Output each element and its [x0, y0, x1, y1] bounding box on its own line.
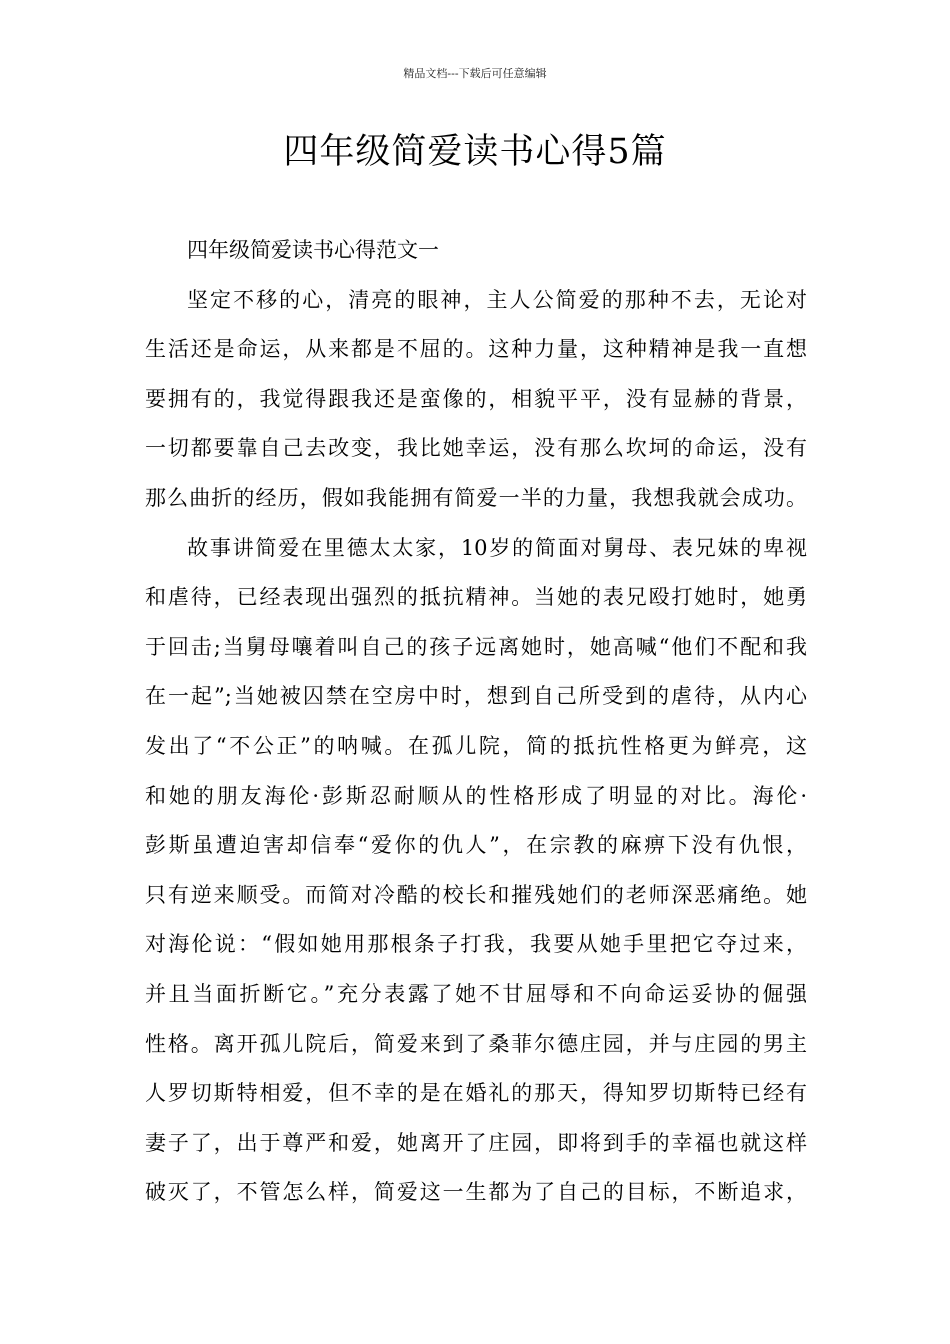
paragraph-line: 于回击;当舅母嚷着叫自己的孩子远离她时，她高喊“他们不配和我 [145, 634, 807, 659]
paragraph-line: 故事讲简爱在里德太太家，10岁的简面对舅母、表兄妹的卑视 [187, 535, 807, 560]
paragraph-line: 只有逆来顺受。而简对冷酷的校长和摧残她们的老师深恶痛绝。她 [145, 882, 807, 907]
document-body [145, 226, 807, 1218]
paragraph-line: 要拥有的，我觉得跟我还是蛮像的，相貌平平，没有显赫的背景， [145, 386, 807, 411]
paragraph-line: 和她的朋友海伦·彭斯忍耐顺从的性格形成了明显的对比。海伦· [145, 783, 807, 808]
paragraph-line: 性格。离开孤儿院后，简爱来到了桑菲尔德庄园，并与庄园的男主 [145, 1031, 807, 1056]
paragraph-line: 发出了“不公正”的呐喊。在孤儿院，简的抵抗性格更为鲜亮，这 [145, 733, 807, 758]
subtitle-line: 四年级简爱读书心得范文一 [187, 238, 439, 262]
paragraph-line: 一切都要靠自己去改变，我比她幸运，没有那么坎坷的命运，没有 [145, 436, 807, 461]
document-title: 四年级简爱读书心得5篇 [283, 132, 667, 172]
paragraph-1 [145, 276, 807, 524]
paragraph-line: 坚定不移的心，清亮的眼神，主人公简爱的那种不去，无论对 [187, 287, 807, 312]
paragraph-line: 人罗切斯特相爱，但不幸的是在婚礼的那天，得知罗切斯特已经有 [145, 1081, 807, 1106]
paragraph-line: 妻子了，出于尊严和爱，她离开了庄园，即将到手的幸福也就这样 [145, 1130, 807, 1155]
paragraph-line: 并且当面折断它。”充分表露了她不甘屈辱和不向命运妥协的倔强 [145, 981, 807, 1006]
paragraph-2 [145, 524, 807, 1218]
header-note: 精品文档---下载后可任意编辑 [403, 67, 547, 80]
paragraph-line: 破灭了，不管怎么样，简爱这一生都为了自己的目标，不断追求， [145, 1180, 807, 1205]
paragraph-line: 在一起”;当她被囚禁在空房中时，想到自己所受到的虐待，从内心 [145, 684, 807, 709]
paragraph-line: 生活还是命运，从来都是不屈的。这种力量，这种精神是我一直想 [145, 337, 807, 362]
paragraph-line: 和虐待，已经表现出强烈的抵抗精神。当她的表兄殴打她时，她勇 [145, 585, 807, 610]
paragraph-line: 彭斯虽遭迫害却信奉“爱你的仇人”，在宗教的麻痹下没有仇恨， [145, 833, 807, 858]
paragraph-line: 那么曲折的经历，假如我能拥有简爱一半的力量，我想我就会成功。 [145, 485, 807, 510]
document-subtitle [145, 226, 807, 276]
paragraph-line: 对海伦说：“假如她用那根条子打我，我要从她手里把它夺过来， [145, 932, 807, 957]
